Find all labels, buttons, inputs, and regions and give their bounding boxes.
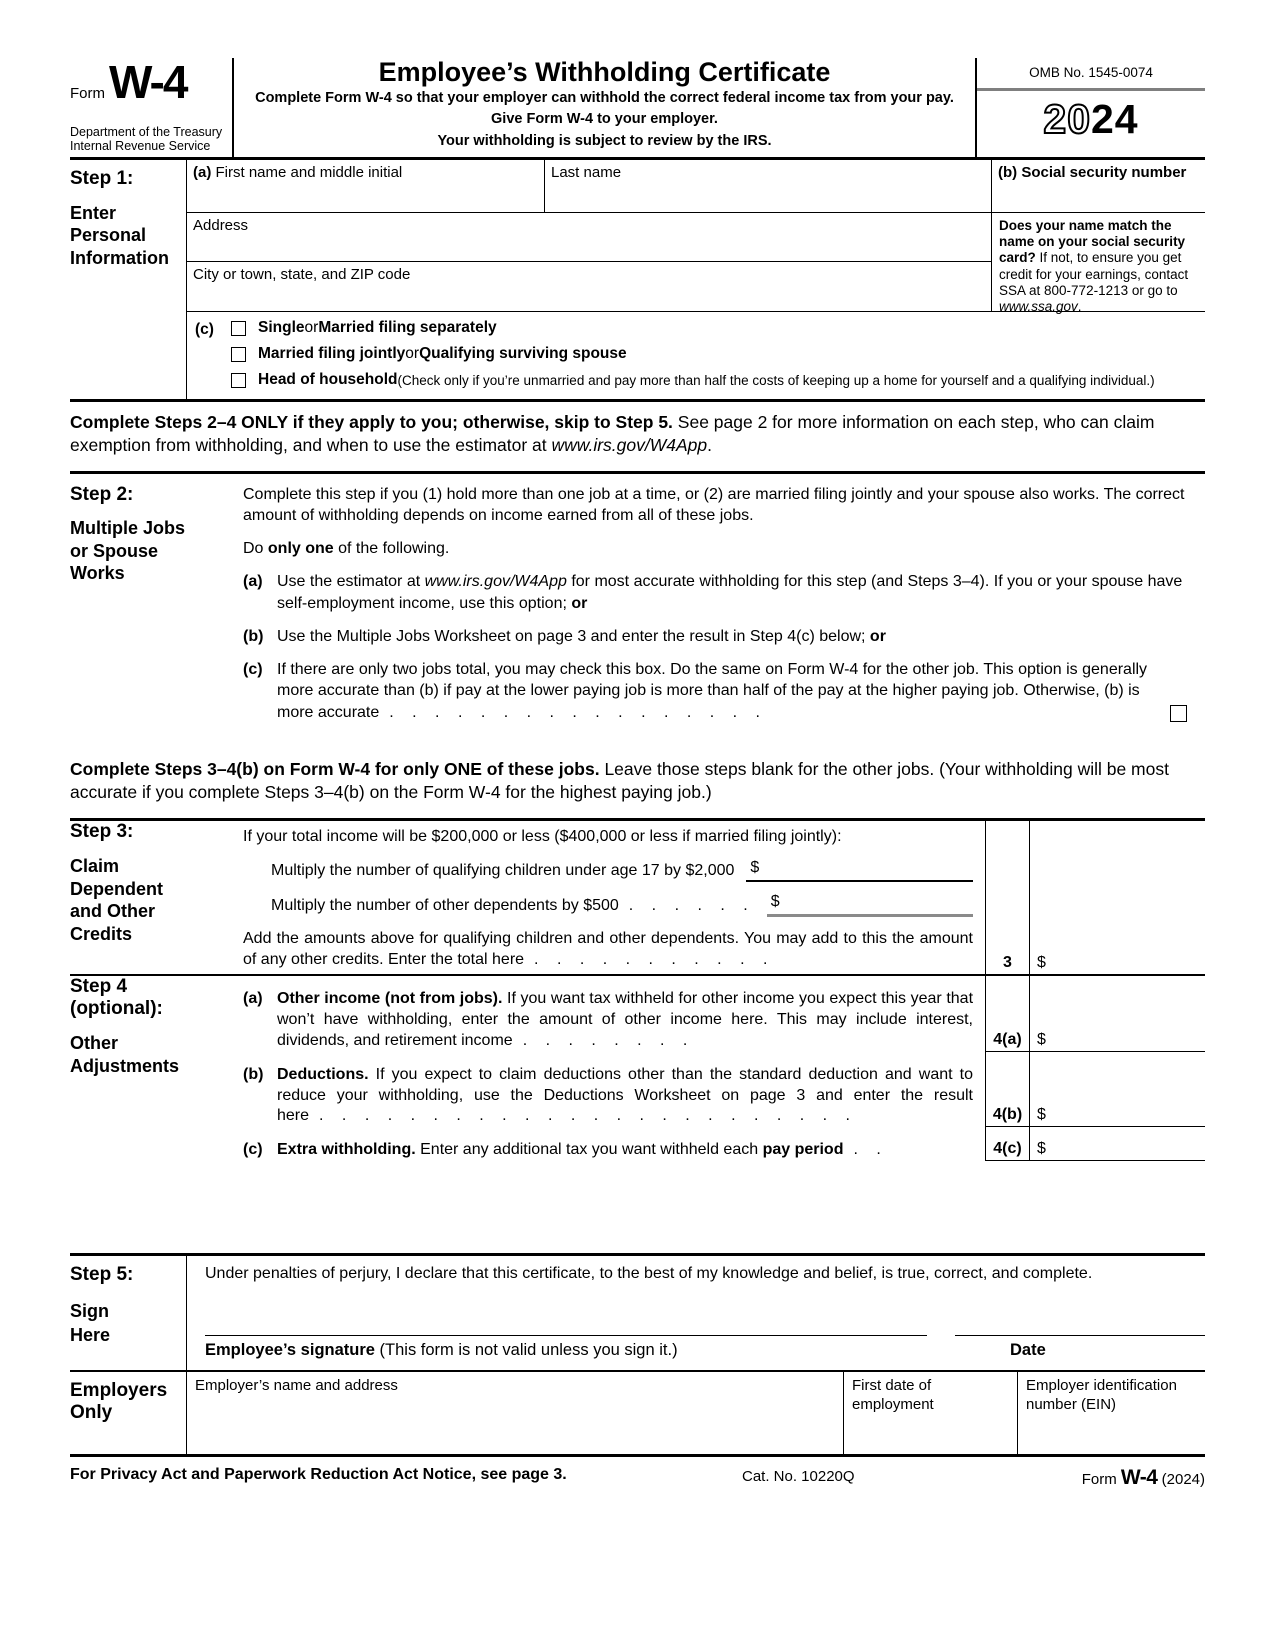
step3-line-number: 3 — [985, 821, 1030, 974]
steps-3-4b-notice — [70, 741, 1205, 822]
step2-a-text — [277, 571, 1205, 614]
step3-dependents-text: Multiply the number of other dependents by $500 — [271, 897, 619, 915]
step4c-letter: (c) — [243, 1141, 263, 1159]
step4a-main — [243, 976, 985, 1051]
head-of-household-checkbox[interactable] — [231, 373, 246, 388]
step3-children-text: Multiply the number of qualifying children under age 17 by $2,000 — [271, 862, 735, 880]
signature-label-bold: Employee’s signature — [205, 1341, 375, 1360]
form-subtitle-2: Give Form W-4 to your employer. — [491, 111, 718, 128]
step3-intro: If your total income will be $200,000 or less ($400,000 or less if married filing jointly): — [243, 828, 842, 846]
step4a-row — [243, 976, 1205, 1051]
step4b-row — [243, 1052, 1205, 1127]
last-name-label: Last name — [551, 164, 622, 181]
date-col — [955, 1335, 1205, 1360]
step4a-line-number: 4(a) — [985, 976, 1030, 1051]
step3-children-dollar: $ — [750, 859, 760, 877]
hoh-label-bold: Head of household — [258, 371, 398, 388]
step4b-text — [277, 1065, 973, 1127]
notice2-bold: Complete Steps 3–4(b) on Form W-4 for only ONE of these jobs. — [70, 758, 600, 779]
first-name-field[interactable] — [187, 160, 545, 213]
step4c-body: Enter any additional tax you want withheld each — [415, 1141, 763, 1159]
ssn-field[interactable] — [991, 160, 1205, 213]
privacy-act-notice: For Privacy Act and Paperwork Reduction Act Notice, see page 3. — [70, 1466, 567, 1484]
step3-total-text: Add the amounts above for qualifying children and other dependents. You may add to this the amount of any other credits. Enter the total here — [243, 929, 973, 968]
employers-only-section — [70, 1372, 1205, 1457]
filing-status-area — [187, 312, 1205, 399]
step5-subtitle-line2: Here — [70, 1325, 111, 1346]
page-footer — [70, 1466, 1205, 1496]
do-pre: Do — [243, 540, 268, 558]
step3-section — [70, 821, 1205, 976]
step2-c-letter: (c) — [243, 661, 263, 679]
step4a-body: If you want tax withheld for other income you expect this year that won’t have withholding, enter the amount of other income here. This may include interest, dividends, and retirement income — [277, 990, 974, 1050]
step2-c-dot-leader: . . . . . . . . . . . . . . . . . — [389, 703, 767, 721]
agency-block — [70, 125, 232, 158]
step3-children-line — [243, 858, 973, 882]
other-dependents-amount-field[interactable] — [767, 892, 973, 917]
step4-label-col — [70, 976, 243, 1161]
date-label: Date — [1010, 1341, 1046, 1360]
single-checkbox[interactable] — [231, 321, 246, 336]
step3-dependents-dollar: $ — [770, 893, 780, 911]
married-label-bold2: Qualifying surviving spouse — [419, 345, 627, 362]
step3-subtitle: Claim Dependent and Other Credits — [70, 856, 164, 944]
ssa-note-period: . — [1077, 298, 1082, 314]
step4c-bold: Extra withholding. — [277, 1141, 416, 1159]
ssa-note-bold: Does your name match the name on your social security card? — [999, 218, 1186, 266]
step4a-dot-leader: . . . . . . . . — [522, 1032, 695, 1050]
step4c-main — [243, 1127, 985, 1161]
signature-label-note: (This form is not valid unless you sign it.) — [374, 1341, 678, 1360]
step3-total-line — [243, 929, 973, 975]
form-subtitle-1: Complete Form W-4 so that your employer can withhold the correct federal income tax from your pay. — [255, 89, 954, 106]
step2-section — [70, 474, 1205, 741]
single-label-bold2: Married filing separately — [318, 319, 497, 336]
last-name-field[interactable] — [545, 160, 991, 213]
step4c-item — [243, 1140, 973, 1161]
ssn-letter: (b) — [998, 164, 1018, 181]
step3-main — [243, 821, 985, 974]
first-name-label: First name and middle initial — [215, 164, 403, 181]
step4a-item — [243, 989, 973, 1051]
filing-status-options — [231, 319, 1155, 389]
step3-label-col — [70, 821, 243, 974]
single-label-or: or — [304, 319, 319, 336]
ssa-note-text: If not, to ensure you get credit for your earnings, contact SSA at 800-772-1213 or go to — [999, 250, 1189, 298]
step4-section — [70, 976, 1205, 1161]
other-income-amount-field[interactable] — [1030, 976, 1205, 1051]
step5-employers-block — [70, 1253, 1205, 1457]
step4b-dollar: $ — [1037, 1106, 1046, 1124]
signature-line-row — [205, 1335, 1205, 1360]
step2-item-c — [243, 659, 1205, 723]
step2-b-or: or — [869, 627, 886, 645]
address-field[interactable] — [187, 213, 991, 262]
first-date-label: First date of employment — [852, 1377, 934, 1413]
form-number-line — [70, 56, 232, 108]
two-jobs-checkbox[interactable] — [1170, 705, 1187, 722]
footer-form-id — [1082, 1466, 1205, 1490]
ssa-name-match-note — [991, 213, 1205, 312]
agency-line1: Department of the Treasury — [70, 124, 223, 139]
filing-status-letter: (c) — [195, 321, 214, 338]
extra-withholding-amount-field[interactable] — [1030, 1127, 1205, 1161]
single-label-bold1: Single — [258, 319, 305, 336]
step4a-text — [277, 989, 973, 1051]
employer-name-address-field[interactable] — [187, 1372, 843, 1454]
step4b-bold: Deductions. — [277, 1065, 369, 1083]
notice1-period: . — [707, 435, 712, 456]
tax-year-solid: 24 — [1091, 96, 1139, 142]
step4c-text — [277, 1140, 973, 1161]
step2-a-or: or — [571, 594, 588, 612]
step2-title: Step 2: — [70, 483, 134, 505]
estimator-link-1: www.irs.gov/W4App — [551, 435, 708, 456]
step4c-row — [243, 1127, 1205, 1161]
step4b-body: If you expect to claim deductions other than the standard deduction and want to reduce your withholding, use the Deductions Worksheet on page 3 and enter the result here — [277, 1065, 973, 1125]
step4-subtitle: Other Adjustments — [70, 1033, 180, 1076]
filing-status-option-head-of-household — [231, 371, 1155, 389]
step2-intro: Complete this step if you (1) hold more than one job at a time, or (2) are married filing jointly and your spouse also works. The correct amount of withholding depends on income earned from all of these jobs. — [243, 485, 1185, 524]
ssa-gov-link: www.ssa.gov — [999, 298, 1078, 314]
step3-total-dollar: $ — [1037, 954, 1046, 972]
married-label-or: or — [405, 345, 420, 362]
deductions-amount-field[interactable] — [1030, 1052, 1205, 1127]
form-id-block — [70, 58, 232, 157]
step1-fields-grid — [186, 160, 1205, 399]
step5-title: Step 5: — [70, 1264, 134, 1286]
step5-label-col — [70, 1256, 186, 1370]
city-state-zip-field[interactable] — [187, 262, 991, 312]
step1-subtitle: Enter Personal Information — [70, 202, 169, 268]
step4b-main — [243, 1052, 985, 1127]
step3-dependents-dot-leader: . . . . . . — [628, 897, 755, 915]
do-post: of the following. — [333, 540, 450, 558]
form-word: Form — [70, 85, 105, 102]
step1-label-col — [70, 160, 186, 399]
omb-year-block — [975, 58, 1205, 157]
signature-label — [205, 1336, 927, 1360]
total-credits-amount-field[interactable] — [1030, 821, 1205, 974]
employers-label-col — [70, 1372, 186, 1454]
step4c-dot-leader: . . — [853, 1141, 888, 1159]
step4b-line-number: 4(b) — [985, 1052, 1030, 1127]
employer-name-label: Employer’s name and address — [195, 1377, 398, 1395]
filing-status-option-single — [231, 319, 1155, 337]
step4c-line-number: 4(c) — [985, 1127, 1030, 1161]
tax-year-outline: 20 — [1043, 96, 1091, 142]
step4-body — [243, 976, 1205, 1161]
form-number: W-4 — [109, 56, 187, 108]
step4c-bold2: pay period — [762, 1141, 844, 1159]
steps-2-4-notice — [70, 402, 1205, 474]
perjury-declaration: Under penalties of perjury, I declare that this certificate, to the best of my knowledge and belief, is true, correct, and complete. — [205, 1265, 1093, 1283]
step2-label-col — [70, 484, 243, 735]
step4b-letter: (b) — [243, 1065, 264, 1083]
step1-section — [70, 160, 1205, 402]
step4a-letter: (a) — [243, 990, 263, 1008]
tax-year — [977, 91, 1205, 143]
filing-status-option-married-jointly — [231, 345, 1155, 363]
address-label: Address — [193, 217, 249, 234]
form-title: Employee’s Withholding Certificate — [378, 57, 831, 87]
step2-b-text — [277, 626, 1205, 647]
footer-form-word: Form — [1081, 1471, 1121, 1489]
step3-body — [243, 821, 1205, 974]
step2-body — [243, 484, 1205, 735]
step4a-dollar: $ — [1037, 1030, 1046, 1048]
step2-c-body: If there are only two jobs total, you may check this box. Do the same on Form W-4 for the other job. This option is generally more accurate than (b) if pay at the lower paying job is more than half of the pay at the higher paying job. Otherwise, (b) is more accurate — [277, 661, 1148, 721]
title-block — [232, 58, 975, 157]
catalog-number: Cat. No. 10220Q — [742, 1468, 855, 1486]
step3-rows — [243, 821, 1205, 974]
step4b-item — [243, 1065, 973, 1127]
step4b-dot-leader: . . . . . . . . . . . . . . . . . . . . . . . . — [319, 1107, 857, 1125]
hoh-label-note: (Check only if you’re unmarried and pay more than half the costs of keeping up a home for yourself and a qualifying individual.) — [397, 372, 1155, 388]
married-jointly-checkbox[interactable] — [231, 347, 246, 362]
ein-label: Employer identification number (EIN) — [1026, 1377, 1177, 1413]
form-subtitle-3: Your withholding is subject to review by the IRS. — [437, 133, 772, 150]
do-bold: only one — [267, 540, 334, 558]
step2-a-pre: Use the estimator at — [277, 573, 425, 591]
step2-a-letter: (a) — [243, 573, 263, 591]
step3-dependents-line — [243, 892, 973, 917]
step4-title-line1: Step 4 — [70, 976, 128, 998]
step2-item-a — [243, 571, 1205, 614]
notice2-text: Leave those steps blank for the other jobs. (Your withholding will be most accurate if you complete Steps 3–4(b) on the Form W-4 for the highest paying job.) — [70, 758, 1169, 803]
step2-b-body: Use the Multiple Jobs Worksheet on page 3 and enter the result in Step 4(c) below; — [277, 627, 870, 645]
footer-form-number: W-4 — [1120, 1466, 1158, 1490]
agency-line2: Internal Revenue Service — [70, 139, 211, 154]
first-date-employment-field[interactable] — [843, 1372, 1017, 1454]
omb-number: OMB No. 1545-0074 — [977, 58, 1205, 91]
footer-form-year: (2024) — [1157, 1471, 1205, 1489]
employers-title-line1: Employers — [70, 1380, 168, 1402]
step2-do-line — [243, 538, 1205, 559]
ssn-label: Social security number — [1021, 164, 1187, 181]
employers-fields — [186, 1372, 1205, 1454]
notice1-text: See page 2 for more information on each step, who can claim exemption from withholding, and when to use the estimator at — [70, 412, 1155, 456]
married-label-bold1: Married filing jointly — [258, 345, 406, 362]
step2-a-mid: for most accurate withholding for this step (and Steps 3–4). If you or your spouse have self-employment income, use this option; — [277, 573, 1183, 612]
city-label: City or town, state, and ZIP code — [193, 266, 411, 283]
form-header — [70, 58, 1205, 160]
qualifying-children-amount-field[interactable] — [746, 858, 973, 882]
step2-item-b — [243, 626, 1205, 647]
ein-field[interactable] — [1017, 1372, 1205, 1454]
step1-title: Step 1: — [70, 168, 134, 189]
signature-col — [205, 1335, 927, 1360]
step3-title: Step 3: — [70, 821, 134, 843]
step4-title-line2: (optional): — [70, 998, 163, 1020]
estimator-link-2: www.irs.gov/W4App — [424, 573, 567, 591]
employers-title-line2: Only — [70, 1401, 113, 1423]
step5-subtitle-line1: Sign — [70, 1300, 109, 1321]
step3-total-dot-leader: . . . . . . . . . . . — [534, 950, 775, 968]
step2-b-letter: (b) — [243, 627, 264, 645]
step5-body — [186, 1256, 1205, 1370]
first-name-letter: (a) — [193, 164, 212, 181]
step2-c-text — [277, 659, 1205, 723]
step5-section — [70, 1256, 1205, 1372]
notice1-bold: Complete Steps 2–4 ONLY if they apply to you; otherwise, skip to Step 5. — [70, 412, 673, 432]
step2-subtitle: Multiple Jobs or Spouse Works — [70, 518, 186, 584]
step4a-bold: Other income (not from jobs). — [277, 990, 503, 1008]
step4c-dollar: $ — [1037, 1140, 1046, 1158]
